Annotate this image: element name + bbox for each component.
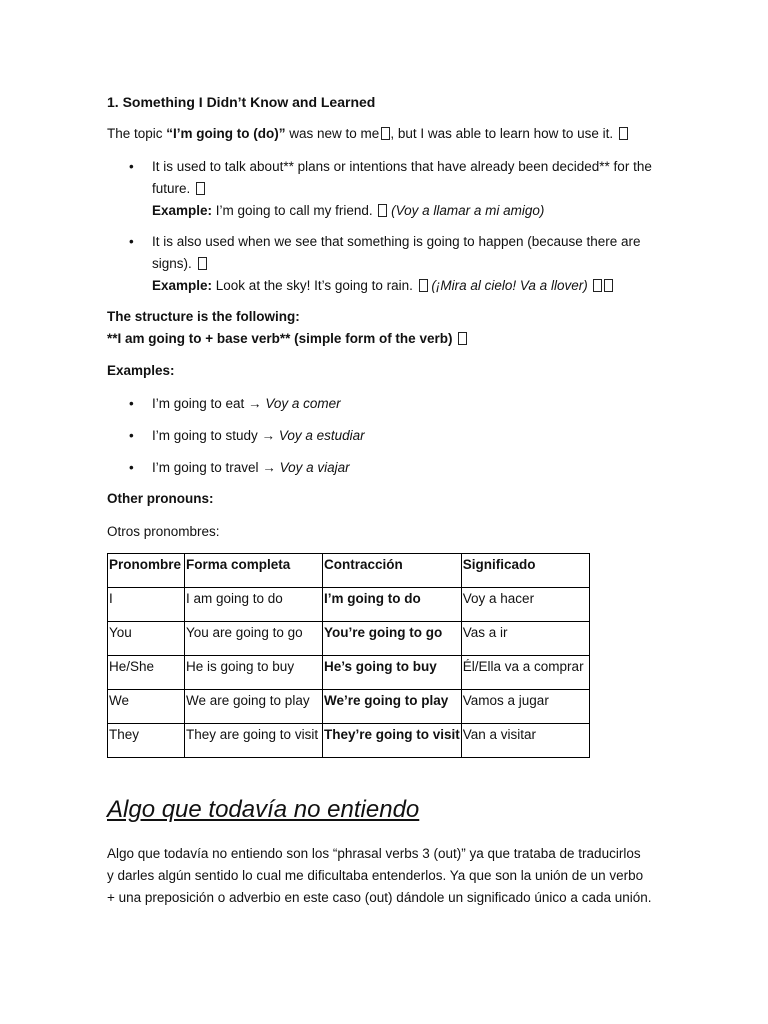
- example-es: Voy a comer: [265, 396, 341, 411]
- usage-list: [107, 231, 667, 297]
- emoji-placeholder-icon: [198, 257, 207, 270]
- intro-text: was new to me: [285, 126, 380, 141]
- example-en: I’m going to eat →: [152, 396, 266, 411]
- examples-heading: Examples:: [107, 363, 175, 378]
- header-cell: Pronombre: [108, 554, 185, 588]
- section-title: Algo que todavía no entiendo: [107, 796, 420, 823]
- emoji-placeholder-icon: [381, 127, 390, 140]
- structure-heading: The structure is the following:: [107, 309, 300, 324]
- table-cell: He’s going to buy: [323, 656, 462, 690]
- table-cell: Van a visitar: [461, 724, 589, 758]
- table-cell: I: [108, 588, 185, 622]
- examples-list: [107, 457, 667, 479]
- table-cell: Él/Ella va a comprar: [461, 656, 589, 690]
- otros-pronombres-label: Otros pronombres:: [107, 524, 220, 539]
- table-cell: Voy a hacer: [461, 588, 589, 622]
- structure-rule: [107, 328, 667, 350]
- list-item: [107, 231, 667, 297]
- example-text: Look at the sky! It’s going to rain.: [212, 278, 417, 293]
- paragraph-line: + una preposición o adverbio en este caso (out) dándole un significado único a cada unión.: [107, 890, 652, 905]
- example-translation: (¡Mira al cielo! Va a llover): [427, 278, 592, 293]
- examples-list: [107, 425, 667, 447]
- header-cell: Forma completa: [185, 554, 323, 588]
- bullet-icon: •: [129, 159, 134, 174]
- table-cell: They are going to visit: [185, 724, 323, 758]
- example-es: Voy a estudiar: [278, 428, 365, 443]
- emoji-placeholder-icon: [458, 332, 467, 345]
- example-translation: (Voy a llamar a mi amigo): [387, 203, 545, 218]
- table-cell: He/She: [108, 656, 185, 690]
- list-item: [107, 156, 667, 222]
- example-label: Example:: [152, 278, 213, 293]
- intro-text: , but I was able to learn how to use it.: [390, 126, 617, 141]
- list-item: [107, 393, 667, 415]
- bullet-icon: •: [129, 428, 134, 443]
- section-heading: 1. Something I Didn’t Know and Learned: [107, 94, 376, 110]
- table-cell: We’re going to play: [323, 690, 462, 724]
- table-cell: We: [108, 690, 185, 724]
- table-row: [108, 622, 590, 656]
- table-header-row: [108, 554, 590, 588]
- table-cell: Vas a ir: [461, 622, 589, 656]
- table-row: [108, 656, 590, 690]
- intro-text: The topic: [107, 126, 167, 141]
- bullet-icon: •: [129, 396, 134, 411]
- table-cell: We are going to play: [185, 690, 323, 724]
- emoji-placeholder-icon: [604, 279, 613, 292]
- header-cell: Contracción: [323, 554, 462, 588]
- table-cell: They’re going to visit: [323, 724, 462, 758]
- example-text: I’m going to call my friend.: [212, 203, 377, 218]
- list-item: [107, 457, 667, 479]
- example-en: I’m going to study →: [152, 428, 279, 443]
- table-cell: You’re going to go: [323, 622, 462, 656]
- table-cell: They: [108, 724, 185, 758]
- emoji-placeholder-icon: [378, 204, 387, 217]
- table-row: [108, 588, 590, 622]
- emoji-placeholder-icon: [419, 279, 428, 292]
- table-cell: He is going to buy: [185, 656, 323, 690]
- paragraph-line: Algo que todavía no entiendo son los “phrasal verbs 3 (out)” ya que trataba de traducirlos: [107, 846, 641, 861]
- closing-paragraph: [107, 843, 687, 909]
- usage-list: [107, 156, 667, 222]
- emoji-placeholder-icon: [196, 182, 205, 195]
- other-pronouns-heading: Other pronouns:: [107, 491, 214, 506]
- topic-phrase: “I’m going to (do)”: [166, 126, 286, 141]
- bullet-icon: •: [129, 234, 134, 249]
- table-cell: You are going to go: [185, 622, 323, 656]
- bullet-icon: •: [129, 460, 134, 475]
- emoji-placeholder-icon: [619, 127, 628, 140]
- table-cell: Vamos a jugar: [461, 690, 589, 724]
- table-row: [108, 690, 590, 724]
- example-en: I’m going to travel →: [152, 460, 280, 475]
- table-cell: I’m going to do: [323, 588, 462, 622]
- example-es: Voy a viajar: [279, 460, 350, 475]
- emoji-placeholder-icon: [593, 279, 602, 292]
- usage-text: It is used to talk about** plans or intentions that have already been decided** for the future.: [152, 159, 652, 196]
- table-cell: I am going to do: [185, 588, 323, 622]
- paragraph-line: y darles algún sentido lo cual me dificultaba entenderlos. Ya que son la unión de un verbo: [107, 868, 644, 883]
- structure-rule-text: **I am going to + base verb** (simple form of the verb): [107, 331, 457, 346]
- intro-paragraph: [107, 123, 667, 145]
- example-label: Example:: [152, 203, 213, 218]
- usage-text: It is also used when we see that something is going to happen (because there are signs).: [152, 234, 641, 271]
- table-row: [108, 724, 590, 758]
- examples-list: [107, 393, 667, 415]
- header-cell: Significado: [461, 554, 589, 588]
- table-cell: You: [108, 622, 185, 656]
- conjugation-table: [107, 553, 590, 758]
- list-item: [107, 425, 667, 447]
